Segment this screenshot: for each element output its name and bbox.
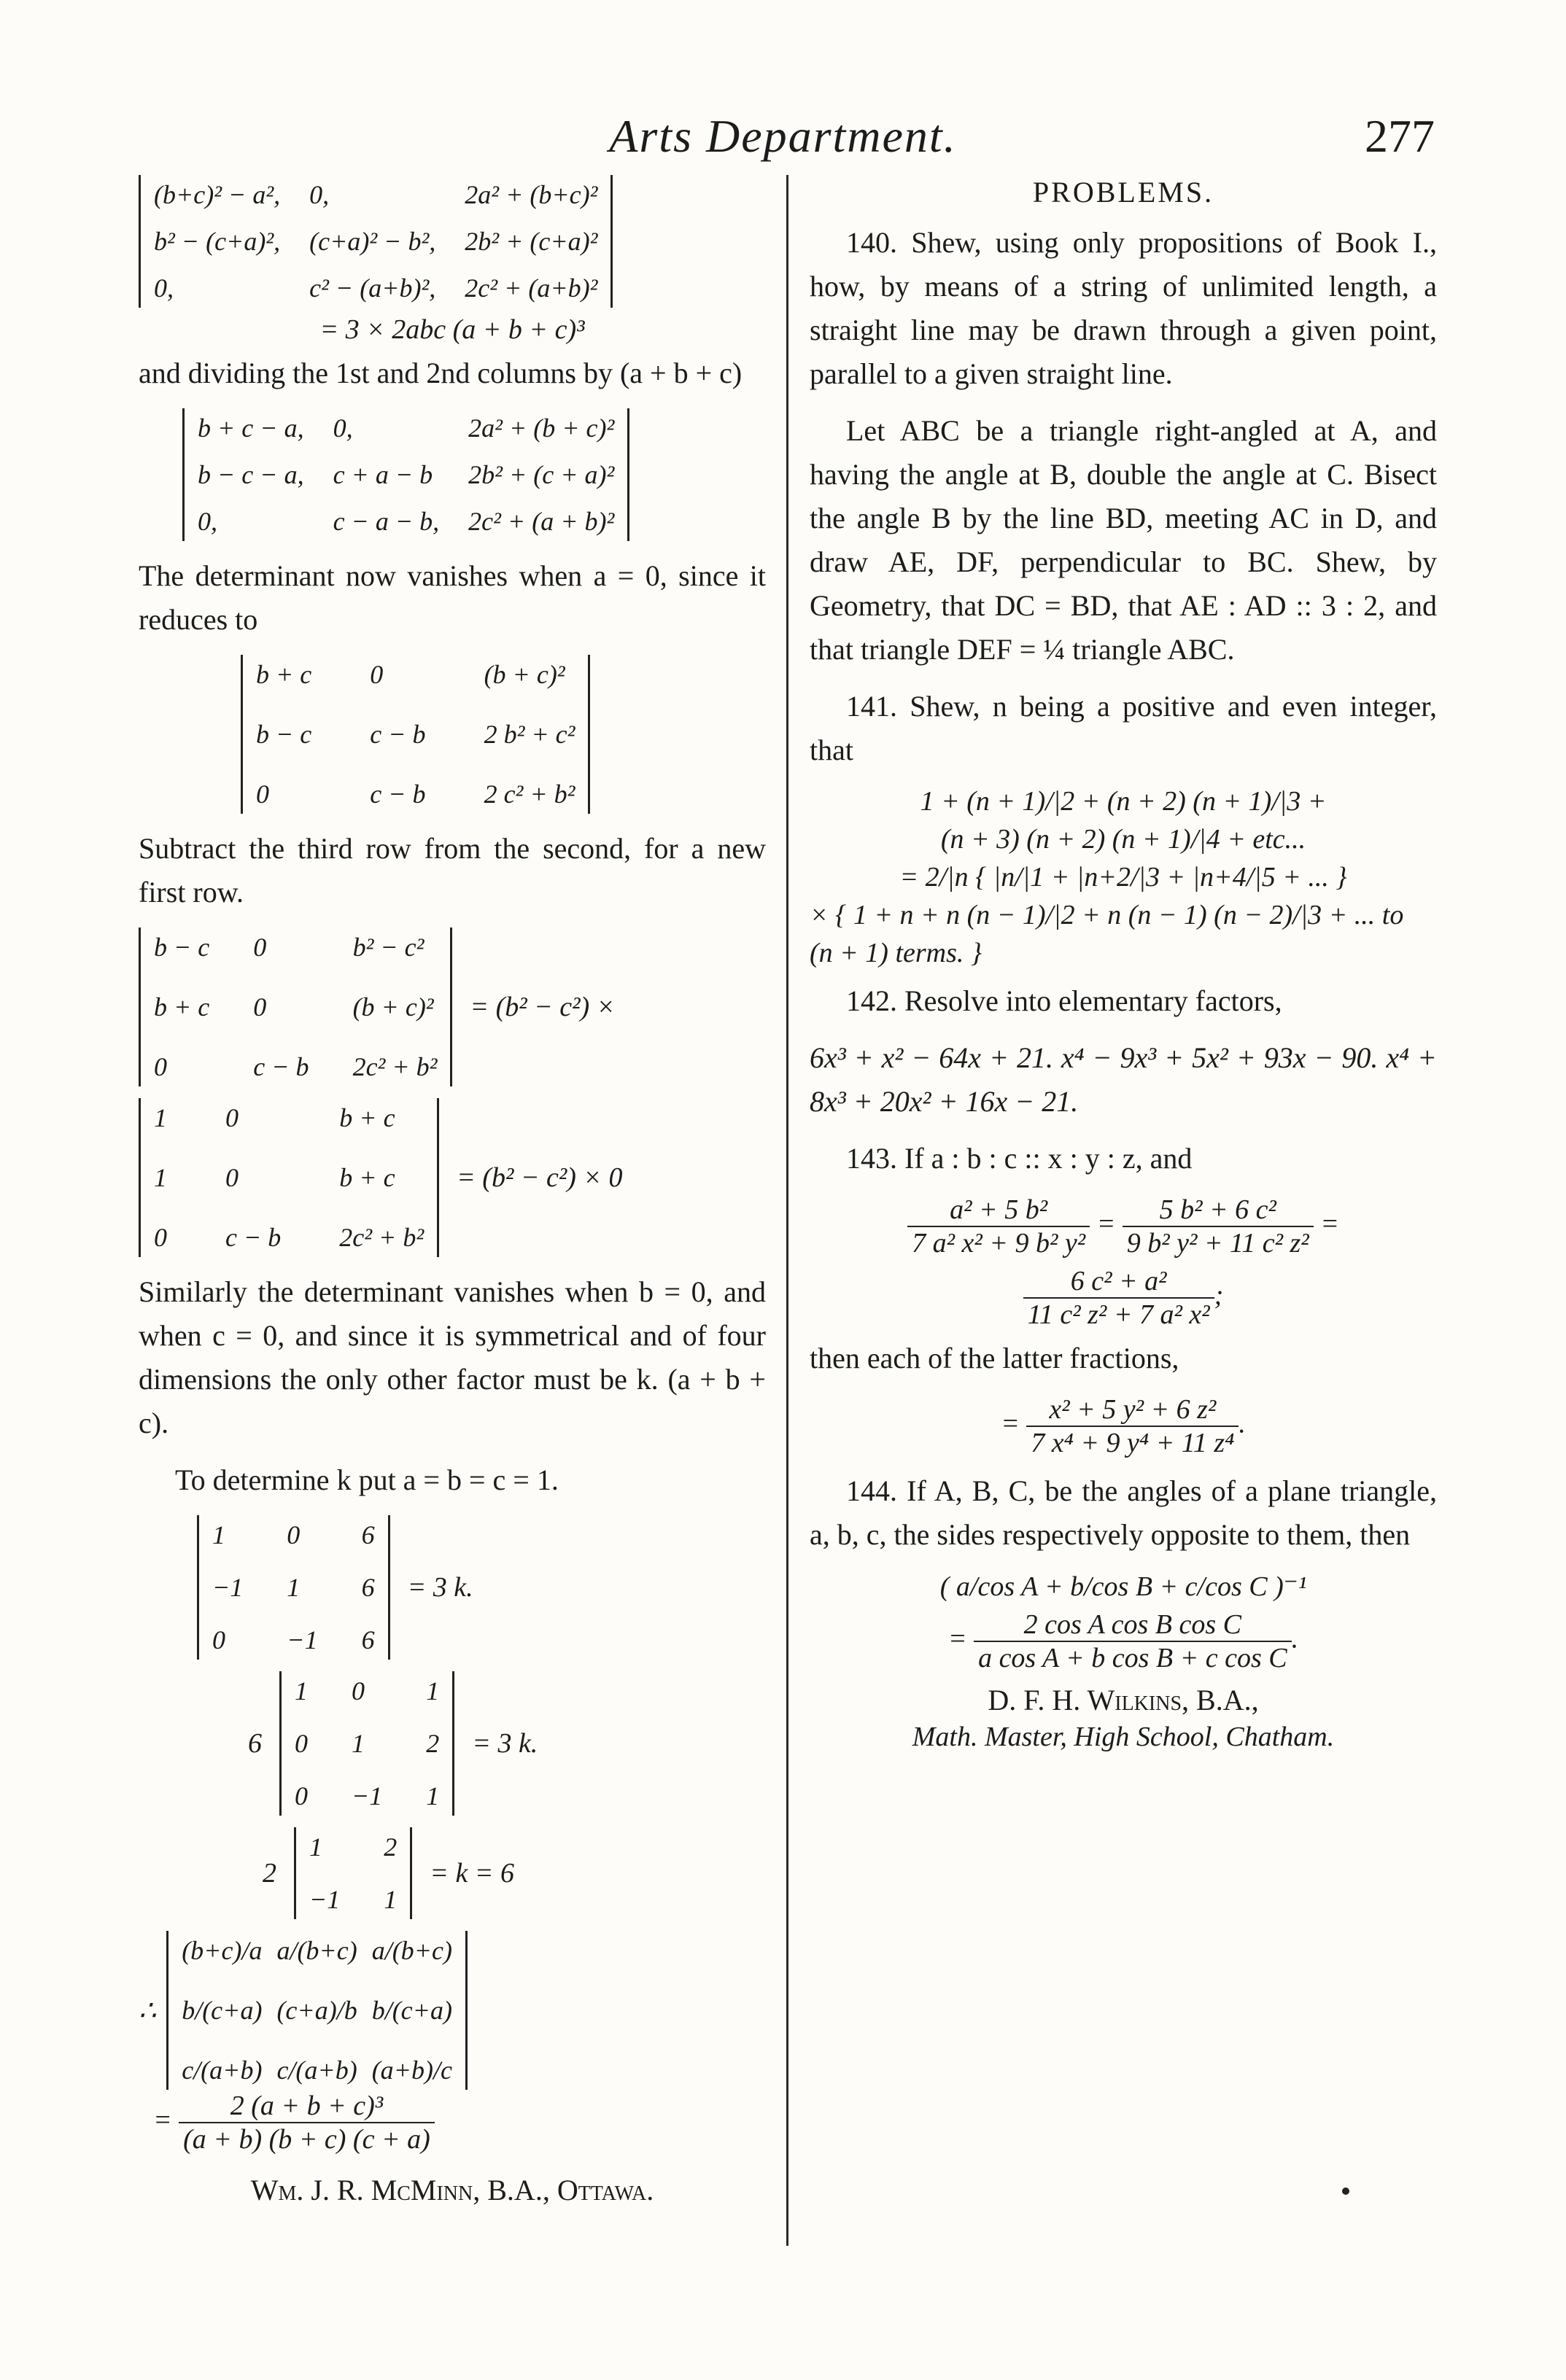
determinant-9-equals: = $\frac{\text{2 (a + b + c)³}}{(a + b) (b + c) (c + a)}$ [153,2090,435,2155]
matrix-cell: (c+a)/b [276,1996,357,2025]
matrix-cell: c − b [253,1052,309,1081]
matrix-cell: 0, [309,180,330,209]
matrix-cell: 2 b² + c² [484,720,575,749]
problem-143-equation-2: $\frac{\text{6 c² + a²}}{\text{11 c² z² + 7 a² x²}}$ ; [810,1265,1437,1331]
matrix-cell: 2 [384,1832,398,1862]
matrix-cell: 2 c² + b² [484,779,575,809]
matrix-cell: b + c [256,660,312,689]
matrix-cell: a/(b+c) [371,1936,452,1965]
matrix-cell: b + c [154,992,210,1022]
problem-140: 140. Shew, using only propositions of Book I., how, by means of a string of unlimited length, a straight line may be drawn through a given point, parallel to a given straight line. [810,226,1437,390]
matrix-cell: (a+b)/c [371,2056,452,2085]
matrix-cell: 0, [154,273,174,303]
determinant-5-wrap [139,1098,766,1257]
matrix-cell: b − c [256,720,312,749]
matrix-cell: 2c² + b² [339,1223,425,1252]
signature-left: Wm. J. R. McMinn, B.A., Ottawa. [250,2174,654,2206]
matrix-cell: 1 [154,1103,167,1132]
determinant-8-prefix: 2 [263,1858,276,1889]
matrix-cell: b − c − a, [198,460,304,489]
paragraph: Similarly the determinant vanishes when b = 0, and when c = 0, and since it is symmetrical and of four dimensions the only other factor must be k. (a + b + c). [139,1275,766,1439]
matrix-cell: 2a² + (b+c)² [465,180,598,209]
matrix-cell: 2c² + (a+b)² [465,273,598,303]
fraction-denominator: 9 b² y² + 11 c² z² [1126,1228,1309,1259]
matrix-cell: c − b [370,779,426,809]
determinant-7-wrap [248,1671,766,1816]
determinant-8-equals: = k = 6 [430,1858,514,1889]
determinant-7-equals: = 3 k. [472,1728,538,1759]
fraction-denominator: 7 a² x² + 9 b² y² [912,1228,1086,1259]
matrix-cell: b + c [339,1103,395,1132]
bullet-mark [1342,2188,1349,2195]
problem-143-equation-1: $\frac{\text{a² + 5 b²}}{\text{7 a² x² + 9 b² y²}}$ = $\frac{\text{5 b² + 6 c²}}{\text{9 b² y² + 11 c² z²}}$ = [810,1194,1437,1259]
determinant-6-equals: = 3 k. [407,1572,473,1603]
matrix-cell: −1 [309,1885,341,1914]
page-number: 277 [1365,110,1435,162]
problem-142: 142. Resolve into elementary factors, [846,984,1282,1017]
fraction-numerator: 2 cos A cos B cos C [974,1609,1292,1642]
left-column [139,175,766,2211]
matrix-cell: (b+c)/a [182,1936,263,1965]
matrix-cell: 0 [225,1103,239,1132]
matrix-cell: 2a² + (b + c)² [468,413,615,443]
matrix-cell: 2b² + (c + a)² [468,460,615,489]
matrix-cell: c − b [370,720,426,749]
matrix-cell: 0 [256,779,269,809]
problem-144-rhs: = $\frac{\text{2 cos A cos B cos C}}{\text{a cos A + b cos B + c cos C}}$ . [947,1609,1299,1673]
matrix-cell: 0 [253,992,267,1022]
fraction-numerator: x² + 5 y² + 6 z² [1026,1393,1239,1427]
determinant-8 [294,1827,412,1919]
determinant-3 [241,655,590,814]
matrix-cell: (b+c)² − a², [154,180,281,209]
matrix-cell: 1 [426,1676,440,1706]
determinant-9-wrap [139,1931,766,2155]
matrix-cell: 1 [212,1520,225,1549]
fraction-numerator: 6 c² + a² [1023,1265,1214,1299]
fraction-denominator: (a + b) (b + c) (c + a) [183,2124,430,2155]
determinant-7-prefix: 6 [248,1728,262,1759]
matrix-cell: 1 [295,1676,308,1706]
matrix-cell: 2 [426,1729,440,1758]
problem-142-expression: 6x³ + x² − 64x + 21. x⁴ − 9x³ + 5x² + 93x − 90. x⁴ + 8x³ + 20x² + 16x − 21. [810,1041,1437,1118]
determinant-8-wrap [263,1827,766,1919]
determinant-2-wrap [182,408,766,541]
problem-144: 144. If A, B, C, be the angles of a plane triangle, a, b, c, the sides respectively opposite to them, then [810,1474,1437,1551]
problem-143-then: then each of the latter fractions, [810,1342,1179,1374]
matrix-cell: c/(a+b) [276,2056,357,2085]
matrix-cell: 0 [225,1163,239,1192]
matrix-cell: 1 [154,1163,167,1192]
problem-141-line-5: (n + 1) terms. } [810,938,982,968]
paragraph: and dividing the 1st and 2nd columns by (a + b + c) [139,357,743,389]
determinant-4-equals: = (b² − c²) × [470,992,616,1022]
determinant-4-wrap [139,928,766,1086]
matrix-cell: b/(c+a) [371,1996,452,2025]
matrix-cell: c − a − b, [333,507,440,536]
matrix-cell: −1 [212,1573,244,1602]
matrix-cell: 1 [309,1832,322,1862]
matrix-cell: 0 [253,933,267,962]
problem-141-line-4: × { 1 + n + n (n − 1)/|2 + n (n − 1) (n − 2)/|3 + ... to [810,900,1404,930]
matrix-cell: 1 [287,1573,301,1602]
problem-144-lhs: ( a/cos A + b/cos B + c/cos C )⁻¹ [939,1571,1307,1602]
matrix-cell: b − c [154,933,210,962]
matrix-cell: 0 [295,1729,308,1758]
matrix-cell: 0 [352,1676,365,1706]
determinant-6 [197,1515,390,1660]
matrix-cell: 1 [352,1729,365,1758]
problem-141-line-2: (n + 3) (n + 2) (n + 1)/|4 + etc... [940,824,1306,855]
fraction-numerator: 2 (a + b + c)³ [179,2090,435,2123]
matrix-cell: b² − (c+a)², [154,227,281,256]
matrix-cell: (c+a)² − b², [309,227,436,256]
determinant-4 [139,928,452,1086]
matrix-cell: (b + c)² [484,660,565,689]
matrix-cell: 0 [287,1520,301,1549]
determinant-9 [166,1931,468,2090]
matrix-cell: 6 [361,1520,375,1549]
matrix-cell: 2c² + b² [352,1052,438,1081]
matrix-cell: 2c² + (a + b)² [468,507,615,536]
fraction-denominator: 7 x⁴ + 9 y⁴ + 11 z⁴ [1031,1428,1235,1458]
determinant-1 [139,175,613,308]
determinant-5-equals: = (b² − c²) × 0 [457,1162,623,1193]
matrix-cell: b² − c² [352,933,425,962]
fraction-numerator: 5 b² + 6 c² [1123,1194,1314,1227]
matrix-cell: (b + c)² [352,992,434,1022]
fraction-denominator: a cos A + b cos B + c cos C [978,1643,1287,1673]
matrix-cell: 0 [370,660,384,689]
determinant-3-wrap [241,655,766,814]
determinant-2 [182,408,629,541]
fraction-numerator: a² + 5 b² [907,1194,1090,1227]
matrix-cell: 0 [295,1781,308,1811]
matrix-cell: 1 [384,1885,398,1914]
fraction-denominator: 11 c² z² + 7 a² x² [1027,1299,1210,1330]
matrix-cell: 6 [361,1573,375,1602]
matrix-cell: b + c [339,1163,395,1192]
matrix-cell: c − b [225,1223,282,1252]
problem-141: 141. Shew, n being a positive and even integer, that [810,690,1437,766]
problem-143-equation-3: = $\frac{\text{x² + 5 y² + 6 z²}}{\text{7 x⁴ + 9 y⁴ + 11 z⁴}}$ . [1001,1394,1246,1458]
matrix-cell: 0 [212,1625,225,1654]
problem-141-line-1: 1 + (n + 1)/|2 + (n + 2) (n + 1)/|3 + [920,786,1327,817]
signature-right: D. F. H. Wilkins, B.A., [988,1684,1259,1716]
matrix-cell: b + c − a, [198,413,304,443]
matrix-cell: 0, [198,507,217,536]
matrix-cell: 1 [426,1781,440,1811]
equation-result-1: = 3 × 2abc (a + b + c)³ [319,314,585,345]
column-divider [786,175,788,2246]
paragraph: To determine k put a = b = c = 1. [175,1463,559,1496]
signature-right-affiliation: Math. Master, High School, Chatham. [912,1722,1335,1752]
therefore-symbol: ∴ [139,1995,157,2026]
matrix-cell: a/(b+c) [276,1936,357,1965]
matrix-cell: c² − (a+b)², [309,273,436,303]
matrix-cell: 2b² + (c+a)² [465,227,598,256]
determinant-5 [139,1098,439,1257]
matrix-cell: c + a − b [333,460,433,489]
section-heading: PROBLEMS. [1032,176,1214,209]
matrix-cell: −1 [352,1781,383,1811]
problem-140-part-2: Let ABC be a triangle right-angled at A, and having the angle at B, double the angle at C. Bisect the angle B by the line BD, meeting AC in D, and draw AE, DF, perpendicular to BC. Shew, by Geometry, that DC = BD, that AE : AD :: 3 : 2, and that triangle DEF = ¼ triangle ABC. [810,414,1437,666]
matrix-cell: c/(a+b) [182,2056,263,2085]
paragraph: The determinant now vanishes when a = 0, since it reduces to [139,559,766,636]
matrix-cell: b/(c+a) [182,1996,263,2025]
matrix-cell: 0 [154,1223,167,1252]
determinant-6-wrap [197,1515,766,1660]
paragraph: Subtract the third row from the second, for a new first row. [139,832,766,909]
matrix-cell: 0, [333,413,353,443]
right-column [810,175,1437,1753]
matrix-cell: −1 [287,1625,318,1654]
matrix-cell: 0 [154,1052,167,1081]
determinant-7 [279,1671,454,1816]
problem-143: 143. If a : b : c :: x : y : z, and [846,1142,1193,1175]
problem-141-line-3: = 2/|n { |n/|1 + |n+2/|3 + |n+4/|5 + ... } [899,862,1347,892]
matrix-cell: 6 [361,1625,375,1654]
running-header: Arts Department. [609,110,957,162]
